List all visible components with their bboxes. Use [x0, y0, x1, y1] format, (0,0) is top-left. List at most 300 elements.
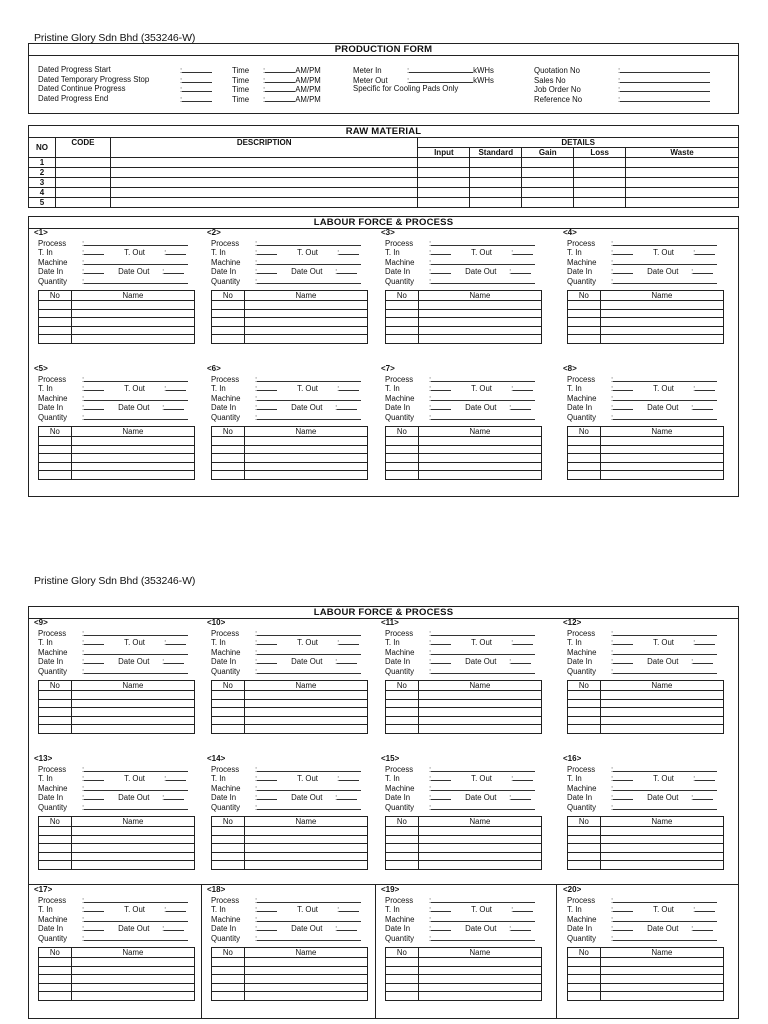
table-cell[interactable]: [600, 699, 723, 708]
table-cell[interactable]: [386, 958, 419, 967]
field-quantity[interactable]: [211, 933, 361, 943]
table-cell[interactable]: [244, 983, 367, 992]
table-cell[interactable]: [71, 861, 194, 870]
table-cell[interactable]: [71, 445, 194, 454]
field-tin[interactable]: [38, 773, 186, 783]
table-cell[interactable]: [39, 326, 72, 335]
field-process[interactable]: [38, 238, 188, 248]
field-tin[interactable]: [211, 773, 359, 783]
table-cell[interactable]: [212, 844, 245, 853]
table-cell[interactable]: [568, 454, 601, 463]
table-cell[interactable]: [39, 983, 72, 992]
table-cell[interactable]: [386, 835, 419, 844]
table-cell[interactable]: [568, 992, 601, 1001]
field-datein[interactable]: [567, 656, 713, 666]
table-cell[interactable]: [244, 471, 367, 480]
table-cell[interactable]: [568, 699, 601, 708]
table-cell[interactable]: [212, 471, 245, 480]
table-cell[interactable]: [39, 852, 72, 861]
table-cell[interactable]: [418, 326, 541, 335]
table-cell[interactable]: [386, 992, 419, 1001]
field-datein[interactable]: [211, 792, 357, 802]
field-process[interactable]: [38, 895, 188, 905]
table-cell[interactable]: [522, 178, 574, 188]
table-cell[interactable]: [568, 725, 601, 734]
table-cell[interactable]: [55, 178, 110, 188]
table-cell[interactable]: [212, 437, 245, 446]
table-cell[interactable]: [626, 188, 739, 198]
field-machine[interactable]: [385, 257, 535, 267]
table-cell[interactable]: [418, 178, 470, 188]
table-cell[interactable]: [600, 471, 723, 480]
field-process[interactable]: [211, 764, 361, 774]
table-cell[interactable]: [600, 983, 723, 992]
table-cell[interactable]: [418, 827, 541, 836]
table-cell[interactable]: [244, 966, 367, 975]
table-cell[interactable]: [418, 725, 541, 734]
table-cell[interactable]: [418, 691, 541, 700]
table-cell[interactable]: [386, 326, 419, 335]
table-cell[interactable]: [244, 445, 367, 454]
table-cell[interactable]: [244, 437, 367, 446]
table-cell[interactable]: [39, 462, 72, 471]
table-cell[interactable]: [568, 975, 601, 984]
table-cell[interactable]: [470, 198, 522, 208]
table-cell[interactable]: [568, 861, 601, 870]
table-cell[interactable]: [39, 309, 72, 318]
table-cell[interactable]: [600, 958, 723, 967]
table-cell[interactable]: [244, 852, 367, 861]
field-datein[interactable]: [385, 402, 531, 412]
table-cell[interactable]: [418, 861, 541, 870]
field-machine[interactable]: [38, 257, 188, 267]
table-cell[interactable]: [110, 198, 417, 208]
table-cell[interactable]: [574, 178, 626, 188]
table-cell[interactable]: [212, 708, 245, 717]
table-cell[interactable]: [418, 835, 541, 844]
table-cell[interactable]: [212, 966, 245, 975]
table-cell[interactable]: [600, 861, 723, 870]
table-cell[interactable]: [39, 471, 72, 480]
table-cell[interactable]: [71, 716, 194, 725]
table-cell[interactable]: [39, 318, 72, 327]
table-cell[interactable]: [568, 301, 601, 310]
table-cell[interactable]: [568, 708, 601, 717]
field-datein[interactable]: [567, 923, 713, 933]
table-cell[interactable]: [626, 168, 739, 178]
table-cell[interactable]: [39, 958, 72, 967]
table-cell[interactable]: [386, 437, 419, 446]
table-cell[interactable]: [244, 691, 367, 700]
time-field[interactable]: [232, 84, 321, 94]
field-tin[interactable]: [38, 383, 186, 393]
table-cell[interactable]: [470, 158, 522, 168]
table-cell[interactable]: [600, 335, 723, 344]
table-cell[interactable]: [386, 445, 419, 454]
field-machine[interactable]: [567, 783, 717, 793]
table-cell[interactable]: [522, 188, 574, 198]
table-cell[interactable]: [418, 983, 541, 992]
table-cell[interactable]: [212, 861, 245, 870]
table-cell[interactable]: [39, 454, 72, 463]
table-cell[interactable]: [574, 158, 626, 168]
table-cell[interactable]: [600, 835, 723, 844]
table-cell[interactable]: [244, 725, 367, 734]
table-cell[interactable]: [418, 158, 470, 168]
table-cell[interactable]: [71, 844, 194, 853]
table-cell[interactable]: [386, 725, 419, 734]
table-cell[interactable]: [386, 309, 419, 318]
table-cell[interactable]: [71, 992, 194, 1001]
field-datein[interactable]: [385, 792, 531, 802]
field-machine[interactable]: [211, 783, 361, 793]
field-quantity[interactable]: [567, 933, 717, 943]
table-cell[interactable]: [418, 335, 541, 344]
field-datein[interactable]: [38, 656, 184, 666]
field-process[interactable]: [211, 895, 361, 905]
table-cell[interactable]: [71, 966, 194, 975]
table-cell[interactable]: [39, 699, 72, 708]
time-field[interactable]: [232, 75, 321, 85]
table-cell[interactable]: [574, 168, 626, 178]
table-cell[interactable]: [418, 716, 541, 725]
table-cell[interactable]: [418, 168, 470, 178]
table-cell[interactable]: [71, 983, 194, 992]
table-cell[interactable]: [244, 454, 367, 463]
table-cell[interactable]: [600, 708, 723, 717]
table-cell[interactable]: [418, 958, 541, 967]
field-process[interactable]: [211, 628, 361, 638]
table-cell[interactable]: [600, 691, 723, 700]
table-cell[interactable]: [470, 178, 522, 188]
table-cell[interactable]: [418, 975, 541, 984]
table-cell[interactable]: [244, 861, 367, 870]
field-machine[interactable]: [567, 914, 717, 924]
meter-field[interactable]: [353, 65, 494, 75]
table-cell[interactable]: [39, 725, 72, 734]
table-cell[interactable]: [626, 178, 739, 188]
table-cell[interactable]: [418, 301, 541, 310]
field-datein[interactable]: [38, 923, 184, 933]
table-cell[interactable]: [600, 309, 723, 318]
table-cell[interactable]: [244, 699, 367, 708]
field-datein[interactable]: [567, 792, 713, 802]
field-process[interactable]: [567, 374, 717, 384]
field-tin[interactable]: [38, 247, 186, 257]
table-cell[interactable]: [568, 835, 601, 844]
field-datein[interactable]: [211, 923, 357, 933]
field-quantity[interactable]: [211, 276, 361, 286]
table-cell[interactable]: [568, 716, 601, 725]
table-cell[interactable]: [386, 318, 419, 327]
table-cell[interactable]: [418, 454, 541, 463]
field-datein[interactable]: [385, 656, 531, 666]
field-tin[interactable]: [567, 773, 715, 783]
field-datein[interactable]: [211, 402, 357, 412]
field-quantity[interactable]: [385, 933, 535, 943]
field-machine[interactable]: [385, 914, 535, 924]
table-cell[interactable]: [568, 852, 601, 861]
field-quantity[interactable]: [38, 666, 188, 676]
table-cell[interactable]: [110, 158, 417, 168]
table-cell[interactable]: [568, 445, 601, 454]
table-cell[interactable]: [212, 716, 245, 725]
progress-date-field[interactable]: [180, 94, 212, 104]
field-process[interactable]: [567, 238, 717, 248]
table-cell[interactable]: [386, 983, 419, 992]
field-quantity[interactable]: [567, 802, 717, 812]
table-cell[interactable]: [212, 454, 245, 463]
field-tin[interactable]: [385, 383, 533, 393]
table-cell[interactable]: [600, 725, 723, 734]
table-cell[interactable]: [212, 958, 245, 967]
table-cell[interactable]: [418, 309, 541, 318]
table-cell[interactable]: [39, 827, 72, 836]
field-quantity[interactable]: [211, 412, 361, 422]
table-cell[interactable]: [470, 188, 522, 198]
table-cell[interactable]: [39, 708, 72, 717]
field-tin[interactable]: [211, 247, 359, 257]
table-cell[interactable]: [39, 437, 72, 446]
table-cell[interactable]: [110, 178, 417, 188]
table-cell[interactable]: [418, 437, 541, 446]
meter-field[interactable]: [353, 75, 494, 85]
field-quantity[interactable]: [567, 412, 717, 422]
field-machine[interactable]: [567, 393, 717, 403]
table-cell[interactable]: [71, 471, 194, 480]
table-cell[interactable]: [386, 844, 419, 853]
field-machine[interactable]: [38, 914, 188, 924]
table-cell[interactable]: [386, 454, 419, 463]
table-cell[interactable]: [110, 188, 417, 198]
field-datein[interactable]: [38, 792, 184, 802]
table-cell[interactable]: [386, 301, 419, 310]
field-tin[interactable]: [567, 383, 715, 393]
table-cell[interactable]: [418, 445, 541, 454]
table-cell[interactable]: [39, 335, 72, 344]
field-datein[interactable]: [385, 923, 531, 933]
table-cell[interactable]: [212, 326, 245, 335]
table-cell[interactable]: [55, 168, 110, 178]
field-quantity[interactable]: [385, 276, 535, 286]
field-process[interactable]: [38, 374, 188, 384]
table-cell[interactable]: [600, 462, 723, 471]
table-cell[interactable]: [418, 318, 541, 327]
progress-date-field[interactable]: [180, 65, 212, 75]
field-machine[interactable]: [211, 393, 361, 403]
table-cell[interactable]: [386, 827, 419, 836]
table-cell[interactable]: [568, 326, 601, 335]
table-cell[interactable]: [600, 827, 723, 836]
field-tin[interactable]: [567, 637, 715, 647]
table-cell[interactable]: [39, 445, 72, 454]
table-cell[interactable]: [39, 975, 72, 984]
table-cell[interactable]: [55, 188, 110, 198]
table-cell[interactable]: [386, 335, 419, 344]
table-cell[interactable]: [244, 462, 367, 471]
table-cell[interactable]: [39, 861, 72, 870]
table-cell[interactable]: [212, 699, 245, 708]
table-cell[interactable]: [244, 835, 367, 844]
table-cell[interactable]: [244, 958, 367, 967]
reference-field[interactable]: [534, 65, 710, 75]
table-cell[interactable]: [212, 975, 245, 984]
time-field[interactable]: [232, 94, 321, 104]
field-tin[interactable]: [385, 637, 533, 647]
table-cell[interactable]: [212, 992, 245, 1001]
table-cell[interactable]: [418, 471, 541, 480]
table-cell[interactable]: [574, 198, 626, 208]
table-cell[interactable]: [600, 454, 723, 463]
table-cell[interactable]: [568, 966, 601, 975]
field-datein[interactable]: [567, 402, 713, 412]
table-cell[interactable]: [386, 975, 419, 984]
table-cell[interactable]: [39, 966, 72, 975]
field-process[interactable]: [385, 374, 535, 384]
table-cell[interactable]: [386, 471, 419, 480]
table-cell[interactable]: [55, 158, 110, 168]
table-cell[interactable]: [418, 188, 470, 198]
table-cell[interactable]: [71, 708, 194, 717]
table-cell[interactable]: [212, 335, 245, 344]
field-process[interactable]: [567, 764, 717, 774]
table-cell[interactable]: [244, 335, 367, 344]
table-cell[interactable]: [386, 708, 419, 717]
table-cell[interactable]: [568, 318, 601, 327]
field-process[interactable]: [567, 628, 717, 638]
field-quantity[interactable]: [38, 933, 188, 943]
table-cell[interactable]: [522, 158, 574, 168]
field-machine[interactable]: [567, 647, 717, 657]
field-process[interactable]: [211, 238, 361, 248]
table-cell[interactable]: [418, 708, 541, 717]
field-quantity[interactable]: [211, 802, 361, 812]
field-tin[interactable]: [567, 247, 715, 257]
table-cell[interactable]: [568, 335, 601, 344]
table-cell[interactable]: [600, 716, 723, 725]
table-cell[interactable]: [212, 983, 245, 992]
table-cell[interactable]: [244, 326, 367, 335]
field-process[interactable]: [38, 764, 188, 774]
table-cell[interactable]: [71, 335, 194, 344]
field-machine[interactable]: [211, 647, 361, 657]
field-tin[interactable]: [211, 637, 359, 647]
field-machine[interactable]: [567, 257, 717, 267]
table-cell[interactable]: [522, 198, 574, 208]
table-cell[interactable]: [386, 861, 419, 870]
table-cell[interactable]: [568, 983, 601, 992]
table-cell[interactable]: [568, 471, 601, 480]
table-cell[interactable]: [470, 168, 522, 178]
table-cell[interactable]: [71, 827, 194, 836]
table-cell[interactable]: [418, 844, 541, 853]
table-cell[interactable]: [568, 958, 601, 967]
field-machine[interactable]: [385, 647, 535, 657]
table-cell[interactable]: [600, 301, 723, 310]
reference-field[interactable]: [534, 84, 710, 94]
field-quantity[interactable]: [567, 276, 717, 286]
field-tin[interactable]: [38, 904, 186, 914]
table-cell[interactable]: [386, 966, 419, 975]
table-cell[interactable]: [39, 716, 72, 725]
table-cell[interactable]: [418, 198, 470, 208]
field-datein[interactable]: [38, 266, 184, 276]
table-cell[interactable]: [71, 301, 194, 310]
table-cell[interactable]: [39, 992, 72, 1001]
table-cell[interactable]: [212, 827, 245, 836]
table-cell[interactable]: [418, 852, 541, 861]
field-quantity[interactable]: [567, 666, 717, 676]
field-quantity[interactable]: [38, 276, 188, 286]
table-cell[interactable]: [71, 462, 194, 471]
table-cell[interactable]: [55, 198, 110, 208]
table-cell[interactable]: [71, 454, 194, 463]
field-process[interactable]: [385, 238, 535, 248]
field-machine[interactable]: [211, 257, 361, 267]
table-cell[interactable]: [418, 992, 541, 1001]
table-cell[interactable]: [244, 301, 367, 310]
field-tin[interactable]: [38, 637, 186, 647]
table-cell[interactable]: [244, 318, 367, 327]
field-machine[interactable]: [38, 647, 188, 657]
table-cell[interactable]: [568, 462, 601, 471]
table-cell[interactable]: [568, 844, 601, 853]
table-cell[interactable]: [386, 462, 419, 471]
table-cell[interactable]: [626, 198, 739, 208]
table-cell[interactable]: [574, 188, 626, 198]
table-cell[interactable]: [39, 691, 72, 700]
reference-field[interactable]: [534, 75, 710, 85]
table-cell[interactable]: [71, 318, 194, 327]
table-cell[interactable]: [386, 716, 419, 725]
table-cell[interactable]: [386, 691, 419, 700]
field-process[interactable]: [38, 628, 188, 638]
field-process[interactable]: [211, 374, 361, 384]
table-cell[interactable]: [600, 445, 723, 454]
field-machine[interactable]: [38, 393, 188, 403]
table-cell[interactable]: [71, 326, 194, 335]
table-cell[interactable]: [418, 966, 541, 975]
table-cell[interactable]: [71, 309, 194, 318]
table-cell[interactable]: [244, 716, 367, 725]
field-machine[interactable]: [385, 783, 535, 793]
table-cell[interactable]: [212, 462, 245, 471]
field-tin[interactable]: [567, 904, 715, 914]
table-cell[interactable]: [71, 975, 194, 984]
table-cell[interactable]: [568, 309, 601, 318]
table-cell[interactable]: [600, 437, 723, 446]
table-cell[interactable]: [244, 708, 367, 717]
table-cell[interactable]: [110, 168, 417, 178]
table-cell[interactable]: [71, 725, 194, 734]
table-cell[interactable]: [39, 301, 72, 310]
field-datein[interactable]: [211, 656, 357, 666]
table-cell[interactable]: [71, 437, 194, 446]
table-cell[interactable]: [600, 326, 723, 335]
table-cell[interactable]: [212, 301, 245, 310]
table-cell[interactable]: [568, 437, 601, 446]
field-quantity[interactable]: [385, 666, 535, 676]
field-quantity[interactable]: [38, 802, 188, 812]
table-cell[interactable]: [600, 992, 723, 1001]
field-datein[interactable]: [211, 266, 357, 276]
table-cell[interactable]: [568, 827, 601, 836]
table-cell[interactable]: [244, 309, 367, 318]
field-tin[interactable]: [211, 383, 359, 393]
table-cell[interactable]: [600, 844, 723, 853]
field-quantity[interactable]: [385, 802, 535, 812]
field-process[interactable]: [385, 628, 535, 638]
